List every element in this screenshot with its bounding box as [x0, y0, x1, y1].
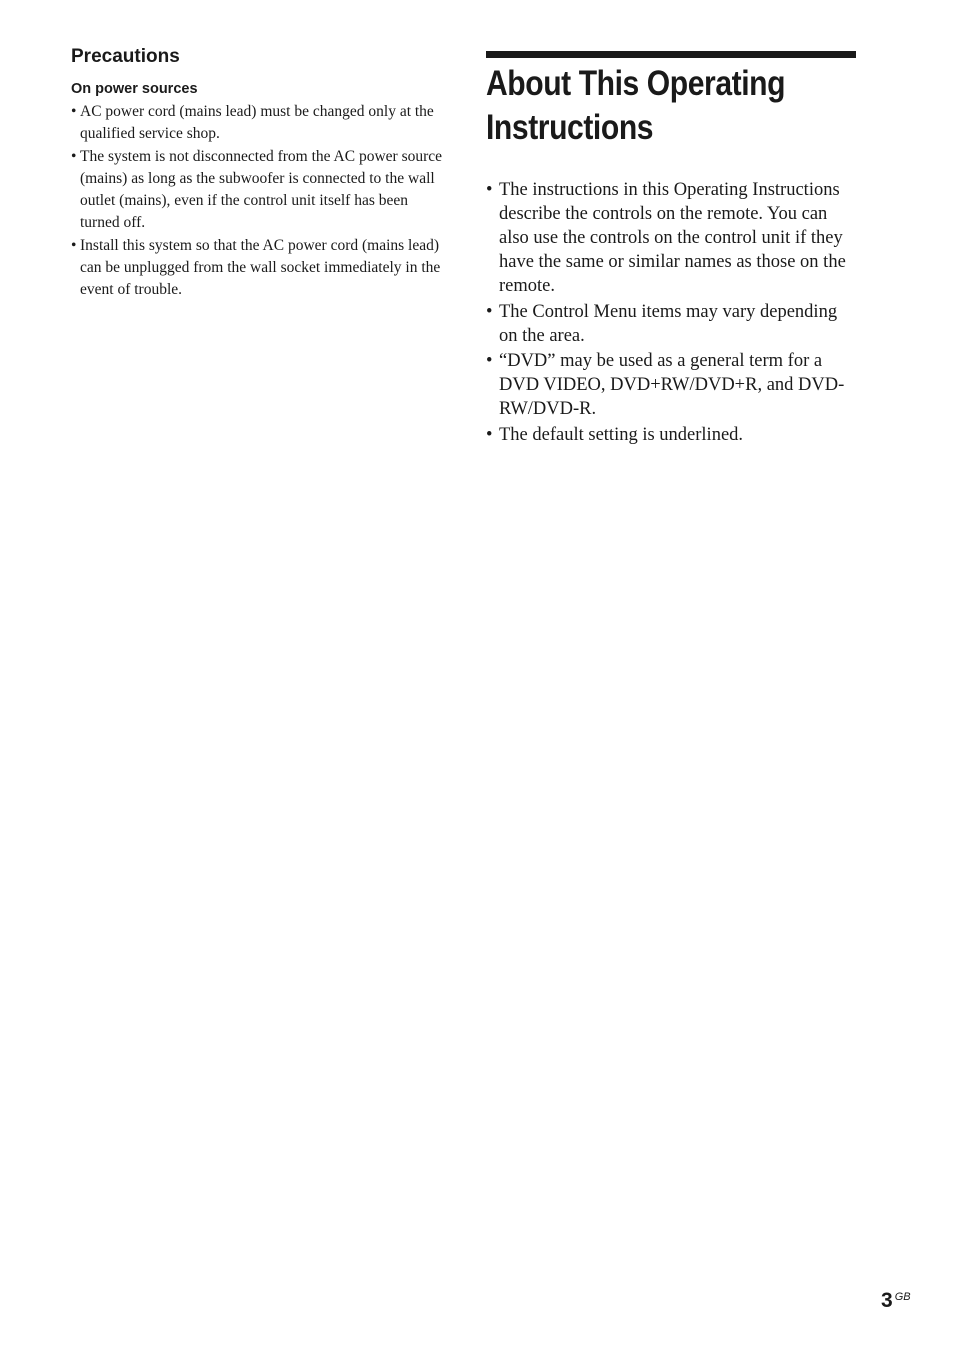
bullet-icon: •	[71, 237, 77, 254]
about-title-line2: Instructions	[486, 108, 654, 147]
precautions-heading: Precautions	[71, 46, 180, 67]
bullet-icon: •	[486, 424, 493, 445]
title-rule-divider	[486, 51, 856, 58]
about-section	[486, 51, 858, 448]
bullet-icon: •	[486, 180, 493, 200]
about-title	[486, 62, 806, 150]
list-item	[71, 146, 443, 234]
bullet-icon: •	[71, 103, 77, 120]
list-item	[71, 235, 443, 301]
list-item-text: AC power cord (mains lead) must be changed only at the qualified service shop.	[80, 103, 434, 142]
power-sources-subheading: On power sources	[71, 81, 198, 97]
page-number-suffix: GB	[894, 1291, 911, 1303]
list-item	[486, 178, 858, 298]
bullet-icon: •	[486, 351, 493, 371]
list-item-text: The instructions in this Operating Instructions describe the controls on the remote. You can also use the controls on the control unit if they have the same or similar names as those on the remote.	[499, 180, 846, 296]
about-list	[486, 178, 858, 447]
list-item-text: The system is not disconnected from the AC power source (mains) as long as the subwoofer is connected to the wall outlet (mains), even if the control unit itself has been turned off.	[80, 148, 443, 231]
list-item	[486, 300, 858, 348]
list-item	[486, 349, 858, 421]
list-item-text: “DVD” may be used as a general term for a DVD VIDEO, DVD+RW/DVD+R, and DVD-RW/DVD-R.	[499, 351, 845, 419]
page-number-value: 3	[881, 1289, 893, 1312]
list-item-text: Install this system so that the AC power cord (mains lead) can be unplugged from the wall socket immediately in the event of trouble.	[80, 237, 441, 298]
list-item-text: The Control Menu items may vary depending on the area.	[499, 301, 838, 346]
about-title-line1: About This Operating	[486, 64, 786, 103]
precautions-list	[71, 101, 443, 301]
list-item	[486, 423, 858, 447]
page-number	[881, 1284, 911, 1314]
list-item-text: The default setting is underlined.	[499, 424, 744, 445]
bullet-icon: •	[71, 148, 77, 165]
bullet-icon: •	[486, 301, 493, 322]
precautions-section	[71, 44, 443, 302]
list-item	[71, 101, 443, 145]
